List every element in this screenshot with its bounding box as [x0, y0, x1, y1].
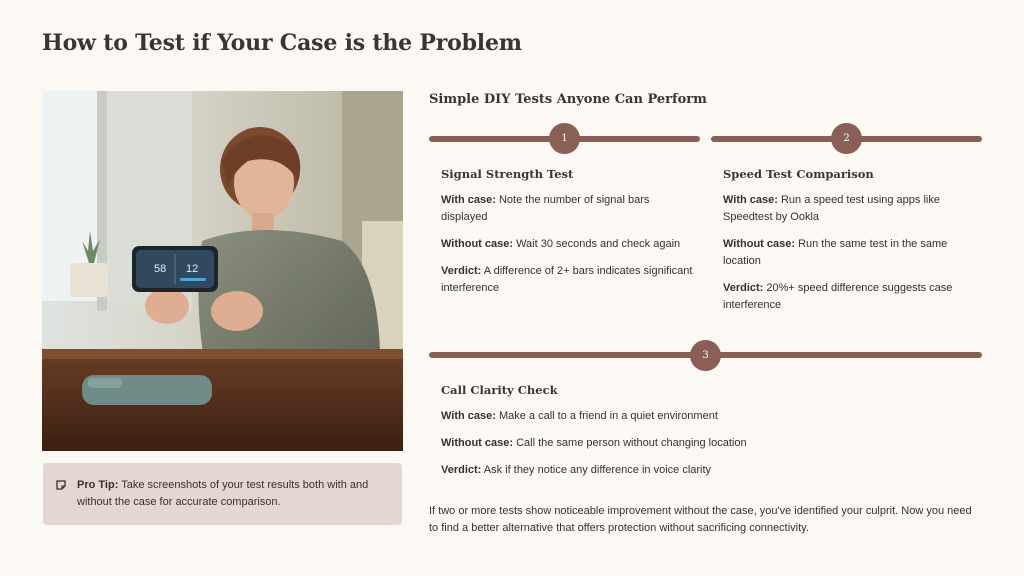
- test-card-speed-test: [723, 166, 975, 324]
- step-badge-1: 1: [549, 123, 580, 154]
- test-with-case: With case: Run a speed test using apps like Speedtest by Ookla: [723, 194, 940, 223]
- test-without-case: Without case: Call the same person without changing location: [441, 437, 747, 449]
- test-with-case: With case: Note the number of signal bars displayed: [441, 194, 650, 223]
- note-icon: [56, 480, 66, 490]
- test-without-case: Without case: Wait 30 seconds and check again: [441, 238, 681, 250]
- step-badge-3: 3: [690, 340, 721, 371]
- person-testing-phone-photo: [42, 91, 403, 451]
- test-title: Call Clarity Check: [441, 383, 558, 397]
- test-title: Signal Strength Test: [441, 167, 574, 181]
- page-title: How to Test if Your Case is the Problem: [42, 30, 522, 56]
- test-card-call-clarity: [441, 382, 971, 489]
- test-card-signal-strength: [441, 166, 693, 307]
- section-title: Simple DIY Tests Anyone Can Perform: [429, 92, 707, 107]
- test-verdict: Verdict: 20%+ speed difference suggests case interference: [723, 282, 953, 311]
- phone-reading-right: 12: [186, 263, 199, 275]
- test-verdict: Verdict: A difference of 2+ bars indicates significant interference: [441, 265, 693, 294]
- pro-tip-text: Take screenshots of your test results both with and without the case for accurate comparison.: [77, 479, 369, 508]
- test-verdict: Verdict: Ask if they notice any difference in voice clarity: [441, 464, 712, 476]
- test-without-case: Without case: Run the same test in the same location: [723, 238, 948, 267]
- pro-tip-box: [43, 463, 402, 525]
- test-with-case: With case: Make a call to a friend in a quiet environment: [441, 410, 718, 422]
- pro-tip-label: Pro Tip:: [77, 479, 119, 491]
- closing-paragraph: If two or more tests show noticeable improvement without the case, you've identified your culprit. Now you need to find a better alternative that offers protection without sacrificing connectivity.: [429, 505, 972, 534]
- phone-reading-left: 58: [154, 263, 167, 275]
- step-badge-2: 2: [831, 123, 862, 154]
- test-title: Speed Test Comparison: [723, 167, 874, 181]
